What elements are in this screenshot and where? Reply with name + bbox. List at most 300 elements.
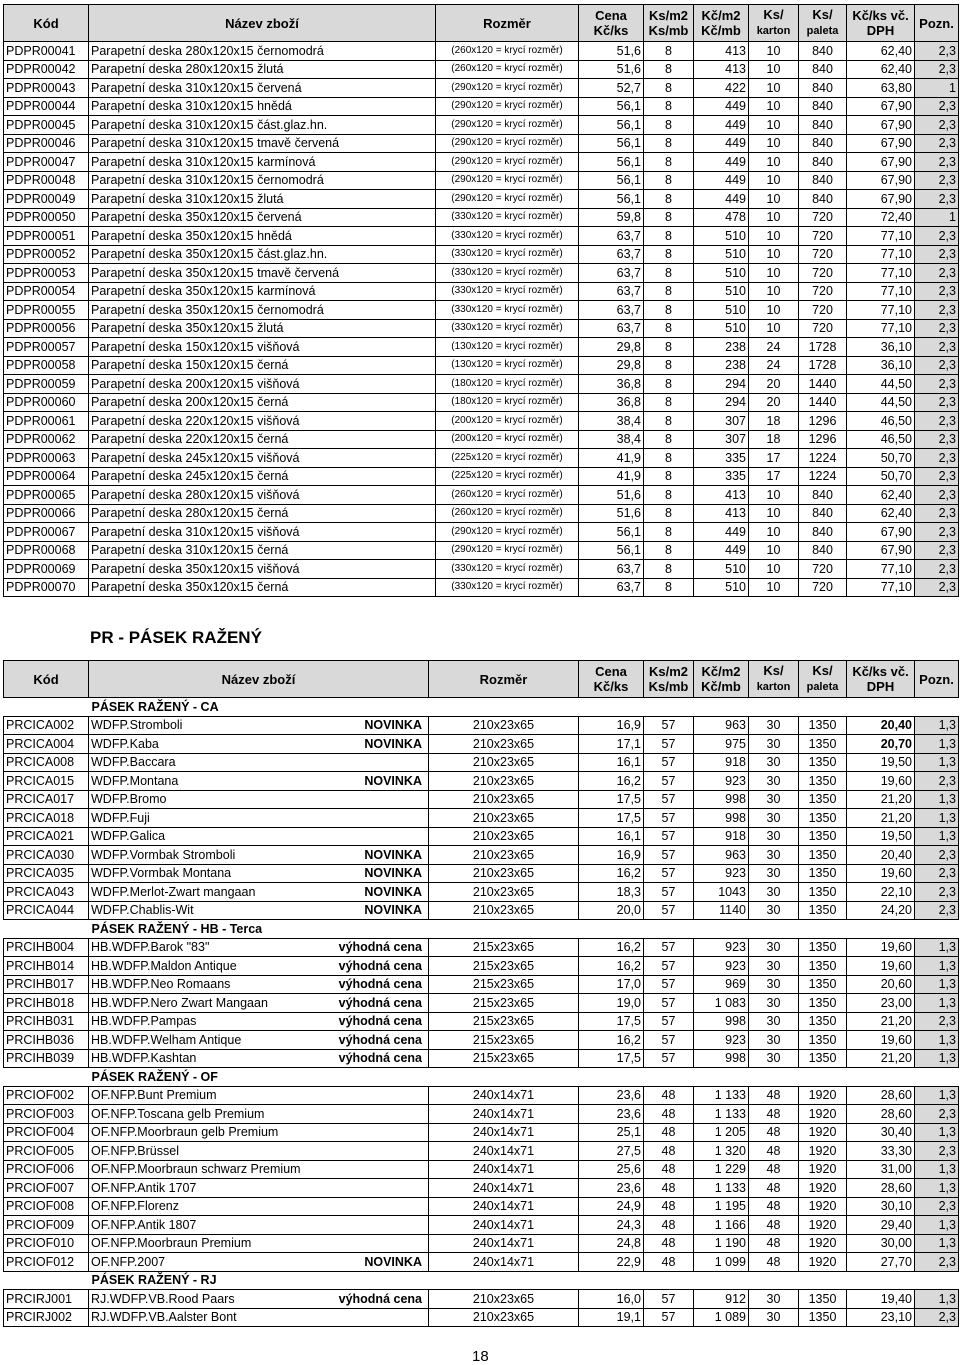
cell-karton: 10 (749, 282, 799, 301)
cell-kod: PDPR00066 (4, 504, 89, 523)
cell-nazev: Parapetní deska 310x120x15 tmavě červená (89, 134, 436, 153)
table-row (4, 79, 959, 98)
section-label: PÁSEK RAŽENÝ - OF (4, 1068, 959, 1087)
cell-kcm2: 449 (694, 523, 749, 542)
cell-paleta: 720 (799, 282, 847, 301)
cell-nazev (89, 1142, 429, 1161)
cell-kod: PDPR00059 (4, 375, 89, 394)
cell-kod: PRCIHB036 (4, 1031, 89, 1050)
cell-paleta: 1350 (799, 994, 847, 1013)
product-note: výhodná cena (338, 940, 422, 955)
cell-kod: PDPR00070 (4, 578, 89, 597)
cell-kcm2: 510 (694, 282, 749, 301)
cell-nazev: Parapetní deska 220x120x15 černá (89, 430, 436, 449)
product-name: HB.WDFP.Welham Antique (91, 1032, 242, 1047)
product-note: výhodná cena (338, 1014, 422, 1029)
cell-dph: 28,60 (847, 1179, 915, 1198)
cell-cena: 36,8 (579, 393, 644, 412)
cell-kcm2: 510 (694, 264, 749, 283)
cell-kcm2: 449 (694, 97, 749, 116)
name-wrap (91, 995, 426, 1011)
cell-nazev: Parapetní deska 310x120x15 černá (89, 541, 436, 560)
cell-nazev: Parapetní deska 350x120x15 tmavě červená (89, 264, 436, 283)
cell-kcm2: 510 (694, 319, 749, 338)
cell-ksm2: 57 (644, 772, 694, 791)
cell-rozmer: (330x120 = krycí rozměr) (436, 301, 579, 320)
cell-dph: 67,90 (847, 153, 915, 172)
cell-ksm2: 57 (644, 994, 694, 1013)
cell-nazev: Parapetní deska 150x120x15 višňová (89, 338, 436, 357)
cell-pozn: 1,3 (915, 1049, 959, 1068)
table-row (4, 1290, 959, 1309)
cell-dph: 19,60 (847, 864, 915, 883)
product-note: NOVINKA (364, 866, 422, 881)
cell-rozmer: (180x120 = krycí rozměr) (436, 375, 579, 394)
product-name: RJ.WDFP.VB.Rood Paars (91, 1291, 235, 1306)
cell-rozmer: 215x23x65 (429, 1031, 579, 1050)
cell-karton: 30 (749, 864, 799, 883)
cell-kod: PRCIHB039 (4, 1049, 89, 1068)
cell-paleta: 1920 (799, 1197, 847, 1216)
cell-pozn: 2,3 (915, 1142, 959, 1161)
cell-pozn: 1,3 (915, 957, 959, 976)
cell-dph: 28,60 (847, 1105, 915, 1124)
cell-kcm2: 294 (694, 375, 749, 394)
cell-pozn: 2,3 (915, 116, 959, 135)
cell-paleta: 1350 (799, 1290, 847, 1309)
cell-cena: 38,4 (579, 412, 644, 431)
cell-rozmer: (330x120 = krycí rozměr) (436, 578, 579, 597)
cell-karton: 30 (749, 1012, 799, 1031)
cell-karton: 10 (749, 190, 799, 209)
cell-ksm2: 8 (644, 393, 694, 412)
cell-kod: PRCIHB018 (4, 994, 89, 1013)
cell-nazev (89, 827, 429, 846)
product-note: výhodná cena (338, 1051, 422, 1066)
cell-nazev: Parapetní deska 200x120x15 višňová (89, 375, 436, 394)
cell-paleta: 1350 (799, 957, 847, 976)
cell-dph: 72,40 (847, 208, 915, 227)
cell-kod: PDPR00044 (4, 97, 89, 116)
cell-dph: 19,40 (847, 1290, 915, 1309)
product-name: HB.WDFP.Neo Romaans (91, 977, 231, 992)
cell-pozn: 2,3 (915, 97, 959, 116)
cell-dph: 50,70 (847, 467, 915, 486)
name-wrap (91, 1087, 426, 1103)
cell-cena: 25,6 (579, 1160, 644, 1179)
cell-cena: 23,6 (579, 1086, 644, 1105)
cell-kcm2: 510 (694, 560, 749, 579)
cell-paleta: 720 (799, 560, 847, 579)
cell-karton: 17 (749, 467, 799, 486)
cell-karton: 30 (749, 994, 799, 1013)
cell-rozmer: (200x120 = krycí rozměr) (436, 412, 579, 431)
col-cena: Cena Kč/ks (579, 661, 644, 698)
cell-dph: 67,90 (847, 541, 915, 560)
cell-kcm2: 449 (694, 190, 749, 209)
cell-kcm2: 1 229 (694, 1160, 749, 1179)
cell-nazev: Parapetní deska 280x120x15 žlutá (89, 60, 436, 79)
cell-rozmer: (260x120 = krycí rozměr) (436, 486, 579, 505)
cell-pozn: 2,3 (915, 486, 959, 505)
cell-cena: 56,1 (579, 523, 644, 542)
cell-paleta: 1728 (799, 338, 847, 357)
cell-dph: 77,10 (847, 264, 915, 283)
cell-kcm2: 449 (694, 541, 749, 560)
cell-kod: PRCICA035 (4, 864, 89, 883)
cell-rozmer: (225x120 = krycí rozměr) (436, 467, 579, 486)
cell-pozn: 2,3 (915, 319, 959, 338)
name-wrap (91, 828, 426, 844)
cell-karton: 10 (749, 319, 799, 338)
cell-kcm2: 923 (694, 938, 749, 957)
cell-kod: PDPR00041 (4, 42, 89, 61)
cell-kcm2: 510 (694, 578, 749, 597)
cell-kod: PRCIOF005 (4, 1142, 89, 1161)
cell-kcm2: 1 089 (694, 1308, 749, 1327)
product-name: WDFP.Stromboli (91, 718, 183, 733)
cell-pozn: 1,3 (915, 827, 959, 846)
cell-pozn: 1,3 (915, 1086, 959, 1105)
cell-kod: PRCIRJ001 (4, 1290, 89, 1309)
cell-pozn: 2,3 (915, 338, 959, 357)
table-row (4, 134, 959, 153)
cell-rozmer: 240x14x71 (429, 1197, 579, 1216)
cell-kcm2: 963 (694, 846, 749, 865)
cell-ksm2: 8 (644, 116, 694, 135)
product-name: OF.NFP.Moorbraun gelb Premium (91, 1125, 279, 1140)
cell-cena: 36,8 (579, 375, 644, 394)
cell-paleta: 1350 (799, 790, 847, 809)
cell-kcm2: 918 (694, 753, 749, 772)
cell-paleta: 1350 (799, 827, 847, 846)
name-wrap (91, 1050, 426, 1066)
cell-ksm2: 8 (644, 79, 694, 98)
name-wrap (91, 1291, 426, 1307)
cell-kod: PRCICA015 (4, 772, 89, 791)
cell-kod: PDPR00063 (4, 449, 89, 468)
cell-dph: 20,70 (847, 735, 915, 754)
cell-ksm2: 8 (644, 42, 694, 61)
cell-kcm2: 1 133 (694, 1179, 749, 1198)
cell-nazev (89, 1253, 429, 1272)
cell-nazev: Parapetní deska 350x120x15 červená (89, 208, 436, 227)
cell-dph: 28,60 (847, 1086, 915, 1105)
cell-rozmer: (290x120 = krycí rozměr) (436, 79, 579, 98)
cell-nazev: Parapetní deska 310x120x15 červená (89, 79, 436, 98)
cell-kcm2: 923 (694, 864, 749, 883)
cell-rozmer: 215x23x65 (429, 957, 579, 976)
cell-pozn: 1,3 (915, 1179, 959, 1198)
cell-ksm2: 8 (644, 467, 694, 486)
table-row (4, 883, 959, 902)
cell-kcm2: 1 166 (694, 1216, 749, 1235)
table-row (4, 116, 959, 135)
cell-nazev (89, 994, 429, 1013)
cell-nazev (89, 1290, 429, 1309)
cell-kod: PDPR00056 (4, 319, 89, 338)
cell-kod: PRCIHB004 (4, 938, 89, 957)
cell-karton: 30 (749, 1031, 799, 1050)
cell-paleta: 840 (799, 504, 847, 523)
cell-paleta: 840 (799, 42, 847, 61)
cell-kcm2: 238 (694, 338, 749, 357)
product-note: výhodná cena (338, 1032, 422, 1047)
cell-nazev: Parapetní deska 350x120x15 hnědá (89, 227, 436, 246)
name-wrap (91, 1143, 426, 1159)
table-row (4, 264, 959, 283)
cell-kcm2: 238 (694, 356, 749, 375)
cell-pozn: 2,3 (915, 171, 959, 190)
table-row (4, 504, 959, 523)
cell-kcm2: 1 133 (694, 1105, 749, 1124)
cell-dph: 19,60 (847, 938, 915, 957)
cell-cena: 16,2 (579, 772, 644, 791)
cell-kod: PDPR00043 (4, 79, 89, 98)
name-wrap (91, 791, 426, 807)
cell-pozn: 1,3 (915, 1234, 959, 1253)
cell-paleta: 1350 (799, 1308, 847, 1327)
cell-pozn: 2,3 (915, 282, 959, 301)
cell-kod: PRCICA021 (4, 827, 89, 846)
col-karton: Ks/ karton (749, 661, 799, 698)
cell-paleta: 840 (799, 153, 847, 172)
table-row (4, 1049, 959, 1068)
cell-ksm2: 8 (644, 486, 694, 505)
cell-cena: 63,7 (579, 282, 644, 301)
cell-kcm2: 998 (694, 809, 749, 828)
cell-ksm2: 8 (644, 60, 694, 79)
cell-karton: 48 (749, 1086, 799, 1105)
cell-kod: PDPR00045 (4, 116, 89, 135)
cell-nazev (89, 1216, 429, 1235)
cell-kcm2: 1043 (694, 883, 749, 902)
cell-cena: 16,1 (579, 827, 644, 846)
cell-rozmer: 240x14x71 (429, 1086, 579, 1105)
cell-dph: 77,10 (847, 319, 915, 338)
cell-dph: 77,10 (847, 282, 915, 301)
cell-kod: PDPR00047 (4, 153, 89, 172)
table-row (4, 190, 959, 209)
cell-pozn: 1,3 (915, 994, 959, 1013)
cell-rozmer: 215x23x65 (429, 1012, 579, 1031)
product-name: OF.NFP.Antik 1707 (91, 1180, 197, 1195)
cell-kcm2: 449 (694, 116, 749, 135)
cell-kod: PRCICA044 (4, 901, 89, 920)
cell-paleta: 1350 (799, 883, 847, 902)
cell-karton: 18 (749, 430, 799, 449)
cell-karton: 10 (749, 523, 799, 542)
cell-kcm2: 1 190 (694, 1234, 749, 1253)
cell-karton: 30 (749, 1049, 799, 1068)
cell-rozmer: 210x23x65 (429, 883, 579, 902)
cell-kcm2: 918 (694, 827, 749, 846)
cell-ksm2: 8 (644, 375, 694, 394)
table-row (4, 208, 959, 227)
cell-kod: PDPR00050 (4, 208, 89, 227)
cell-cena: 59,8 (579, 208, 644, 227)
cell-ksm2: 57 (644, 827, 694, 846)
cell-dph: 29,40 (847, 1216, 915, 1235)
cell-kcm2: 969 (694, 975, 749, 994)
cell-nazev: Parapetní deska 350x120x15 černomodrá (89, 301, 436, 320)
cell-paleta: 840 (799, 60, 847, 79)
cell-pozn: 2,3 (915, 301, 959, 320)
cell-cena: 29,8 (579, 338, 644, 357)
col-karton: Ks/ karton (749, 5, 799, 42)
cell-paleta: 1224 (799, 449, 847, 468)
product-name: WDFP.Kaba (91, 736, 159, 751)
table-row (4, 449, 959, 468)
product-name: OF.NFP.2007 (91, 1254, 166, 1269)
cell-dph: 46,50 (847, 412, 915, 431)
table-row (4, 319, 959, 338)
cell-paleta: 1350 (799, 716, 847, 735)
cell-kcm2: 335 (694, 467, 749, 486)
cell-dph: 77,10 (847, 227, 915, 246)
cell-cena: 56,1 (579, 190, 644, 209)
cell-rozmer: (290x120 = krycí rozměr) (436, 171, 579, 190)
cell-kod: PDPR00068 (4, 541, 89, 560)
cell-kod: PDPR00049 (4, 190, 89, 209)
cell-cena: 27,5 (579, 1142, 644, 1161)
product-name: OF.NFP.Moorbraun Premium (91, 1236, 252, 1251)
cell-pozn: 2,3 (915, 227, 959, 246)
cell-karton: 10 (749, 541, 799, 560)
cell-paleta: 1224 (799, 467, 847, 486)
cell-karton: 10 (749, 578, 799, 597)
cell-paleta: 1440 (799, 375, 847, 394)
cell-nazev: Parapetní deska 280x120x15 černá (89, 504, 436, 523)
cell-cena: 25,1 (579, 1123, 644, 1142)
cell-pozn: 2,3 (915, 1197, 959, 1216)
table-row (4, 1308, 959, 1327)
cell-pozn: 1,3 (915, 1216, 959, 1235)
cell-paleta: 1350 (799, 846, 847, 865)
cell-ksm2: 8 (644, 560, 694, 579)
cell-cena: 17,5 (579, 1012, 644, 1031)
cell-cena: 22,9 (579, 1253, 644, 1272)
table-row (4, 1123, 959, 1142)
cell-nazev: Parapetní deska 310x120x15 hnědá (89, 97, 436, 116)
cell-dph: 21,20 (847, 790, 915, 809)
product-name: OF.NFP.Toscana gelb Premium (91, 1106, 265, 1121)
cell-paleta: 1350 (799, 1031, 847, 1050)
cell-nazev (89, 864, 429, 883)
cell-kod: PRCIOF002 (4, 1086, 89, 1105)
cell-kcm2: 413 (694, 60, 749, 79)
cell-paleta: 720 (799, 578, 847, 597)
cell-rozmer: (260x120 = krycí rozměr) (436, 60, 579, 79)
product-name: WDFP.Vormbak Stromboli (91, 847, 236, 862)
cell-ksm2: 8 (644, 319, 694, 338)
cell-kod: PRCIHB031 (4, 1012, 89, 1031)
cell-kod: PDPR00046 (4, 134, 89, 153)
cell-karton: 48 (749, 1160, 799, 1179)
cell-nazev (89, 716, 429, 735)
cell-karton: 48 (749, 1253, 799, 1272)
cell-karton: 30 (749, 827, 799, 846)
cell-rozmer: 240x14x71 (429, 1142, 579, 1161)
product-name: HB.WDFP.Maldon Antique (91, 958, 237, 973)
cell-paleta: 720 (799, 319, 847, 338)
cell-karton: 48 (749, 1105, 799, 1124)
cell-ksm2: 57 (644, 1049, 694, 1068)
cell-nazev (89, 772, 429, 791)
cell-dph: 33,30 (847, 1142, 915, 1161)
cell-kod: PDPR00061 (4, 412, 89, 431)
cell-kod: PRCIHB017 (4, 975, 89, 994)
cell-dph: 77,10 (847, 301, 915, 320)
cell-ksm2: 57 (644, 1031, 694, 1050)
cell-dph: 21,20 (847, 809, 915, 828)
cell-paleta: 1728 (799, 356, 847, 375)
cell-karton: 10 (749, 134, 799, 153)
cell-pozn: 2,3 (915, 264, 959, 283)
cell-kod: PDPR00058 (4, 356, 89, 375)
cell-ksm2: 8 (644, 264, 694, 283)
table-row (4, 809, 959, 828)
cell-karton: 30 (749, 883, 799, 902)
cell-rozmer: (290x120 = krycí rozměr) (436, 190, 579, 209)
table-row (4, 1142, 959, 1161)
cell-rozmer: 240x14x71 (429, 1123, 579, 1142)
cell-pozn: 1,3 (915, 975, 959, 994)
cell-cena: 16,2 (579, 957, 644, 976)
cell-pozn: 1,3 (915, 735, 959, 754)
cell-kcm2: 413 (694, 504, 749, 523)
cell-cena: 63,7 (579, 560, 644, 579)
cell-kod: PRCIHB014 (4, 957, 89, 976)
cell-dph: 20,40 (847, 716, 915, 735)
cell-paleta: 1920 (799, 1086, 847, 1105)
cell-dph: 31,00 (847, 1160, 915, 1179)
product-name: HB.WDFP.Pampas (91, 1014, 197, 1029)
cell-nazev: Parapetní deska 245x120x15 višňová (89, 449, 436, 468)
pasek-table (3, 660, 959, 1327)
product-name: WDFP.Merlot-Zwart mangaan (91, 884, 256, 899)
cell-cena: 17,5 (579, 1049, 644, 1068)
cell-pozn: 2,3 (915, 846, 959, 865)
name-wrap (91, 847, 426, 863)
cell-kod: PRCIOF010 (4, 1234, 89, 1253)
cell-ksm2: 48 (644, 1105, 694, 1124)
cell-karton: 30 (749, 809, 799, 828)
product-name: OF.NFP.Florenz (91, 1199, 179, 1214)
product-note: výhodná cena (338, 977, 422, 992)
cell-cena: 17,5 (579, 809, 644, 828)
col-kcm2: Kč/m2 Kč/mb (694, 5, 749, 42)
cell-kcm2: 449 (694, 134, 749, 153)
cell-ksm2: 57 (644, 938, 694, 957)
cell-ksm2: 48 (644, 1086, 694, 1105)
cell-ksm2: 8 (644, 523, 694, 542)
cell-paleta: 840 (799, 134, 847, 153)
cell-karton: 48 (749, 1234, 799, 1253)
cell-pozn: 1,3 (915, 790, 959, 809)
product-note: NOVINKA (364, 903, 422, 918)
cell-cena: 51,6 (579, 486, 644, 505)
name-wrap (91, 1217, 426, 1233)
cell-paleta: 1350 (799, 975, 847, 994)
cell-cena: 18,3 (579, 883, 644, 902)
cell-paleta: 1350 (799, 809, 847, 828)
cell-rozmer: 210x23x65 (429, 1290, 579, 1309)
cell-karton: 17 (749, 449, 799, 468)
cell-pozn: 2,3 (915, 578, 959, 597)
cell-dph: 44,50 (847, 393, 915, 412)
cell-paleta: 720 (799, 208, 847, 227)
